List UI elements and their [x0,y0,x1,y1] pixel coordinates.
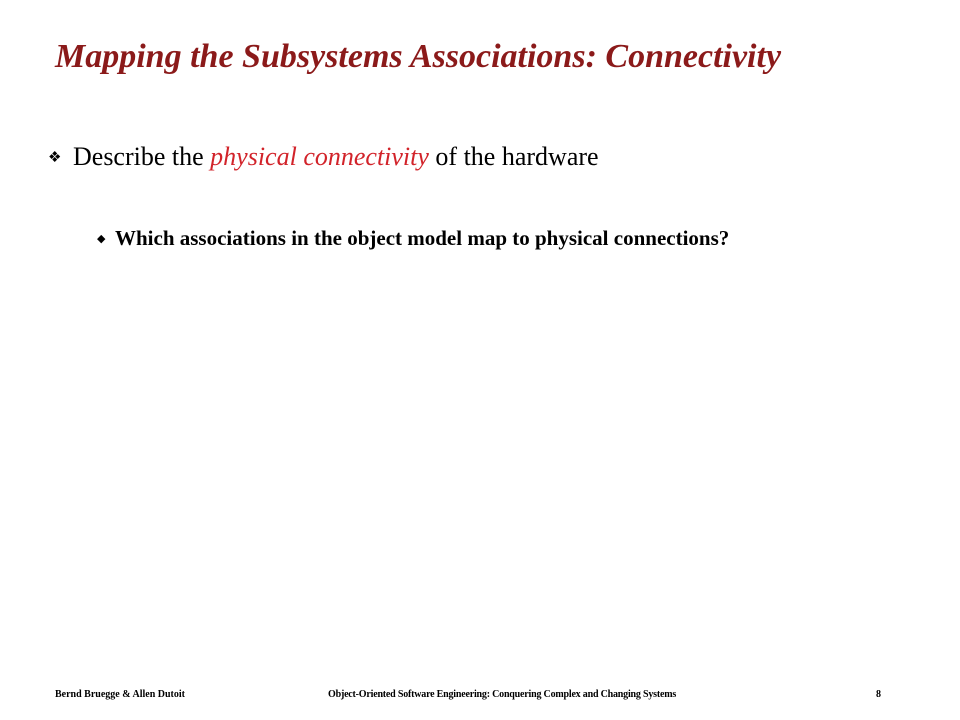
footer-book-title: Object-Oriented Software Engineering: Conquering Complex and Changing Systems [328,689,677,700]
sub-bullet-associations-question [97,226,729,251]
bullet-text-after: of the hardware [428,142,599,171]
diamond-bullet-icon: ❖ [48,150,62,166]
bullet-describe-connectivity [48,142,599,172]
footer-authors: Bernd Bruegge & Allen Dutoit [55,689,185,700]
footer-page-number: 8 [876,689,881,700]
sub-bullet-text: Which associations in the object model map to physical connections? [115,226,730,250]
bullet-text-before: Describe the [73,142,211,171]
slide-title: Mapping the Subsystems Associations: Connectivity [55,38,782,75]
bullet-emphasis: physical connectivity [210,142,429,171]
small-diamond-bullet-icon: ◆ [97,233,106,245]
